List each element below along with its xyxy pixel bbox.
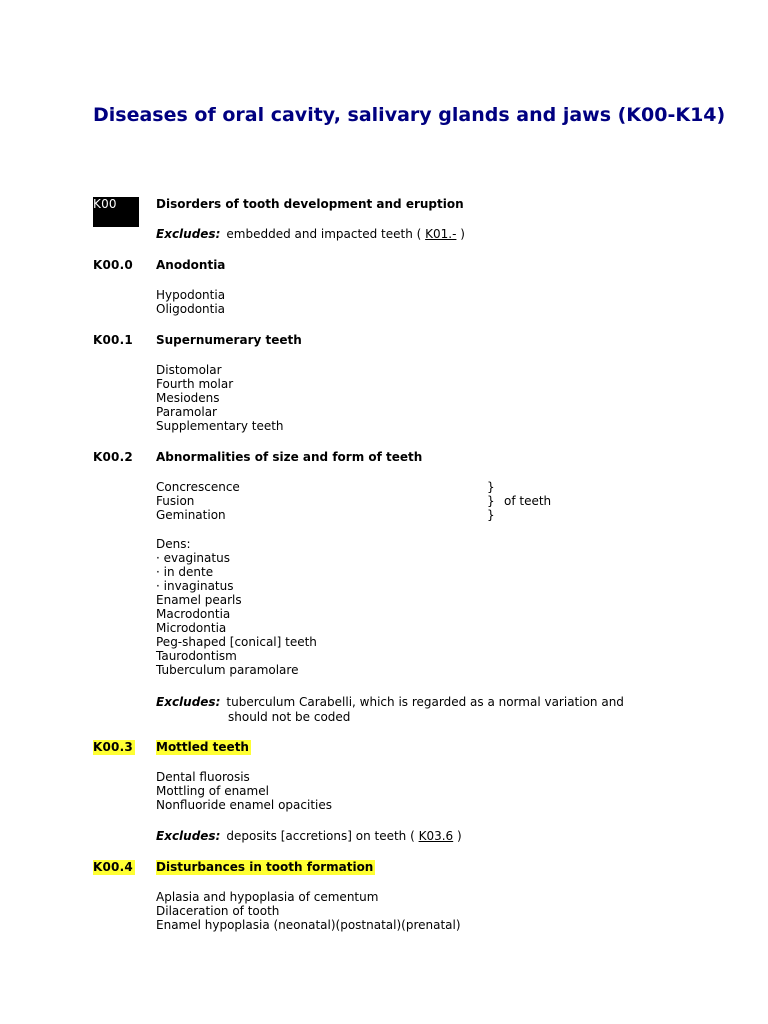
list-item: Fusion (156, 494, 195, 508)
list-item: Concrescence (156, 480, 240, 494)
list-item: Tuberculum paramolare (156, 663, 299, 677)
brace-k002: } } } (487, 480, 495, 522)
code-k003: K00.3 (93, 740, 133, 754)
excludes-close: ) (460, 227, 465, 241)
list-item: Paramolar (156, 405, 217, 419)
list-item: · invaginatus (156, 579, 234, 593)
list-item: Mesiodens (156, 391, 220, 405)
list-item: Enamel pearls (156, 593, 242, 607)
heading-k00: Disorders of tooth development and eruption (156, 197, 464, 211)
heading-k001: Supernumerary teeth (156, 333, 302, 347)
code-k004: K00.4 (93, 860, 133, 874)
heading-k002: Abnormalities of size and form of teeth (156, 450, 423, 464)
items-k000 (156, 288, 225, 316)
list-item: Gemination (156, 508, 226, 522)
heading-k000: Anodontia (156, 258, 226, 272)
code-k001: K00.1 (93, 333, 133, 347)
excludes-k002 (156, 695, 624, 710)
heading-k004: Disturbances in tooth formation (156, 860, 374, 874)
excludes-close: ) (457, 829, 462, 843)
heading-k003: Mottled teeth (156, 740, 249, 754)
page-title: Diseases of oral cavity, salivary glands and jaws (K00-K14) (93, 104, 726, 126)
list-item: Aplasia and hypoplasia of cementum (156, 890, 379, 904)
excludes-k003 (156, 829, 462, 844)
link-k036[interactable]: K03.6 (418, 829, 454, 843)
excludes-label: Excludes: (156, 829, 221, 843)
items-k004 (156, 890, 461, 932)
items-k001 (156, 363, 284, 433)
link-k01[interactable]: K01.- (425, 227, 457, 241)
list-item: Distomolar (156, 363, 222, 377)
excludes-text: embedded and impacted teeth ( (226, 227, 422, 241)
list-item: Dental fluorosis (156, 770, 250, 784)
code-k00: K00 (93, 197, 139, 227)
list-item: Microdontia (156, 621, 227, 635)
group-items-k002 (156, 480, 240, 522)
list-item: Peg-shaped [conical] teeth (156, 635, 317, 649)
items-k003 (156, 770, 332, 812)
list-item: · in dente (156, 565, 214, 579)
list-item: Oligodontia (156, 302, 226, 316)
excludes-label: Excludes: (156, 227, 221, 241)
excludes-k00 (156, 227, 465, 242)
code-k000: K00.0 (93, 258, 133, 272)
list-item: Hypodontia (156, 288, 226, 302)
list-item: Macrodontia (156, 607, 231, 621)
list-item: Dens: (156, 537, 191, 551)
list-item: Taurodontism (156, 649, 237, 663)
excludes-k002-cont: should not be coded (228, 710, 351, 724)
excludes-text: tuberculum Carabelli, which is regarded as a normal variation and (226, 695, 624, 709)
list-item: Fourth molar (156, 377, 234, 391)
list-item: Enamel hypoplasia (neonatal)(postnatal)(prenatal) (156, 918, 461, 932)
items-k002 (156, 537, 317, 677)
list-item: Nonfluoride enamel opacities (156, 798, 332, 812)
code-k002: K00.2 (93, 450, 133, 464)
list-item: · evaginatus (156, 551, 230, 565)
group-label-k002: of teeth (504, 494, 552, 508)
excludes-label: Excludes: (156, 695, 221, 709)
excludes-text: deposits [accretions] on teeth ( (226, 829, 415, 843)
list-item: Dilaceration of tooth (156, 904, 280, 918)
list-item: Supplementary teeth (156, 419, 284, 433)
list-item: Mottling of enamel (156, 784, 269, 798)
